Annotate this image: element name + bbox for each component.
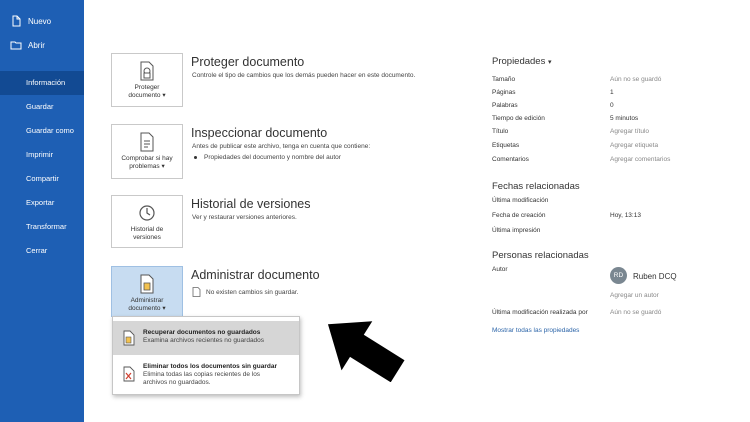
chevron-down-icon: ▾ bbox=[548, 59, 552, 66]
sidebar-item-label: Abrir bbox=[28, 40, 45, 50]
sidebar-item-guardar-como[interactable]: Guardar como bbox=[26, 126, 74, 135]
inspect-button-label-1: Comprobar si hay bbox=[121, 155, 173, 162]
sidebar-item-abrir[interactable] bbox=[0, 33, 84, 57]
inspect-desc: Antes de publicar este archivo, tenga en cuenta que contiene: bbox=[192, 143, 371, 150]
prop-label-edit-time: Tiempo de edición bbox=[492, 115, 545, 122]
sidebar-item-guardar[interactable]: Guardar bbox=[26, 102, 54, 111]
recover-doc-icon bbox=[122, 330, 136, 346]
sidebar-item-transformar[interactable]: Transformar bbox=[26, 222, 67, 231]
inspect-bullet: Propiedades del documento y nombre del autor bbox=[192, 153, 341, 162]
check-issues-button[interactable] bbox=[111, 124, 183, 179]
inspect-button-label-2: problemas bbox=[129, 163, 160, 170]
history-title: Historial de versiones bbox=[191, 197, 311, 211]
inspect-bullet-list bbox=[192, 153, 341, 162]
prop-label-tags: Etiquetas bbox=[492, 142, 520, 149]
prop-label-words: Palabras bbox=[492, 102, 518, 109]
add-author-link[interactable]: Agregar un autor bbox=[610, 292, 659, 299]
sidebar-item-nuevo[interactable] bbox=[0, 9, 84, 33]
author-name[interactable]: Ruben DCQ bbox=[633, 272, 677, 281]
menu-item-delete-unsaved[interactable] bbox=[113, 359, 299, 393]
dates-heading: Fechas relacionadas bbox=[492, 181, 580, 192]
protect-button-label-2: documento bbox=[128, 92, 161, 99]
properties-heading[interactable]: Propiedades ▾ bbox=[492, 56, 552, 67]
menu-item-title: Recuperar documentos no guardados bbox=[143, 329, 261, 336]
menu-item-desc-line1: Elimina todas las copias recientes de los bbox=[143, 371, 261, 378]
history-button-label-2: versiones bbox=[133, 234, 161, 241]
prop-label-pages: Páginas bbox=[492, 89, 516, 96]
avatar: RD bbox=[610, 267, 627, 284]
history-button-label-1: Historial de bbox=[130, 226, 164, 233]
version-history-button[interactable] bbox=[111, 195, 183, 248]
people-label-author: Autor bbox=[492, 266, 508, 273]
prop-value-words: 0 bbox=[610, 102, 614, 109]
date-label-printed: Última impresión bbox=[492, 227, 541, 234]
date-value-created: Hoy, 13:13 bbox=[610, 212, 641, 219]
sidebar-item-exportar[interactable]: Exportar bbox=[26, 198, 55, 207]
inspect-doc-icon bbox=[138, 132, 156, 152]
protect-document-button[interactable] bbox=[111, 53, 183, 107]
prop-value-pages: 1 bbox=[610, 89, 614, 96]
sidebar-item-imprimir[interactable]: Imprimir bbox=[26, 150, 54, 159]
sidebar-item-label: Nuevo bbox=[28, 16, 52, 26]
manage-button-label-2: documento bbox=[128, 305, 161, 312]
inspect-title: Inspeccionar documento bbox=[191, 126, 328, 140]
menu-item-title: Eliminar todos los documentos sin guardar bbox=[143, 363, 277, 370]
manage-button-label-1: Administrar bbox=[130, 297, 164, 304]
prop-value-comments[interactable]: Agregar comentarios bbox=[610, 156, 671, 163]
manage-desc: No existen cambios sin guardar. bbox=[206, 289, 299, 296]
sidebar-item-cerrar[interactable]: Cerrar bbox=[26, 246, 48, 255]
prop-value-edit-time: 5 minutos bbox=[610, 115, 639, 122]
pointer-arrow-icon bbox=[316, 316, 408, 382]
history-clock-icon bbox=[138, 203, 156, 223]
people-label-modified-by: Última modificación realizada por bbox=[492, 309, 588, 316]
prop-label-size: Tamaño bbox=[492, 76, 516, 83]
prop-value-size: Aún no se guardó bbox=[610, 76, 662, 83]
sidebar-item-compartir[interactable]: Compartir bbox=[26, 174, 59, 183]
protect-desc: Controle el tipo de cambios que los demás pueden hacer en este documento. bbox=[192, 72, 416, 79]
menu-item-desc-line2: archivos no guardados. bbox=[143, 379, 211, 386]
date-label-created: Fecha de creación bbox=[492, 212, 546, 219]
chevron-down-icon: ▾ bbox=[161, 163, 165, 170]
manage-title: Administrar documento bbox=[191, 268, 320, 282]
backstage-sidebar bbox=[0, 0, 84, 422]
chevron-down-icon: ▾ bbox=[162, 305, 166, 312]
new-doc-icon bbox=[10, 15, 22, 27]
prop-value-title[interactable]: Agregar título bbox=[610, 128, 650, 135]
manage-document-menu bbox=[112, 316, 300, 395]
protect-button-label-1: Proteger bbox=[134, 84, 160, 91]
people-value-modified-by: Aún no se guardó bbox=[610, 309, 662, 316]
prop-label-comments: Comentarios bbox=[492, 156, 529, 163]
history-desc: Ver y restaurar versiones anteriores. bbox=[192, 214, 297, 221]
show-all-properties-link[interactable]: Mostrar todas las propiedades bbox=[492, 327, 580, 334]
folder-icon bbox=[10, 39, 22, 51]
chevron-down-icon: ▾ bbox=[162, 92, 166, 99]
sidebar-item-informacion[interactable]: Información bbox=[0, 71, 84, 95]
lock-doc-icon bbox=[138, 61, 156, 81]
delete-doc-icon bbox=[122, 366, 136, 382]
manage-doc-icon bbox=[138, 274, 156, 294]
protect-title: Proteger documento bbox=[191, 55, 305, 69]
prop-value-tags[interactable]: Agregar etiqueta bbox=[610, 142, 659, 149]
people-heading: Personas relacionadas bbox=[492, 250, 589, 261]
date-label-modified: Última modificación bbox=[492, 197, 549, 204]
menu-item-desc: Examina archivos recientes no guardados bbox=[143, 337, 265, 344]
document-small-icon bbox=[192, 287, 201, 297]
prop-label-title: Título bbox=[492, 128, 509, 135]
menu-item-recover-unsaved[interactable] bbox=[113, 321, 299, 355]
manage-document-button[interactable] bbox=[111, 266, 183, 317]
